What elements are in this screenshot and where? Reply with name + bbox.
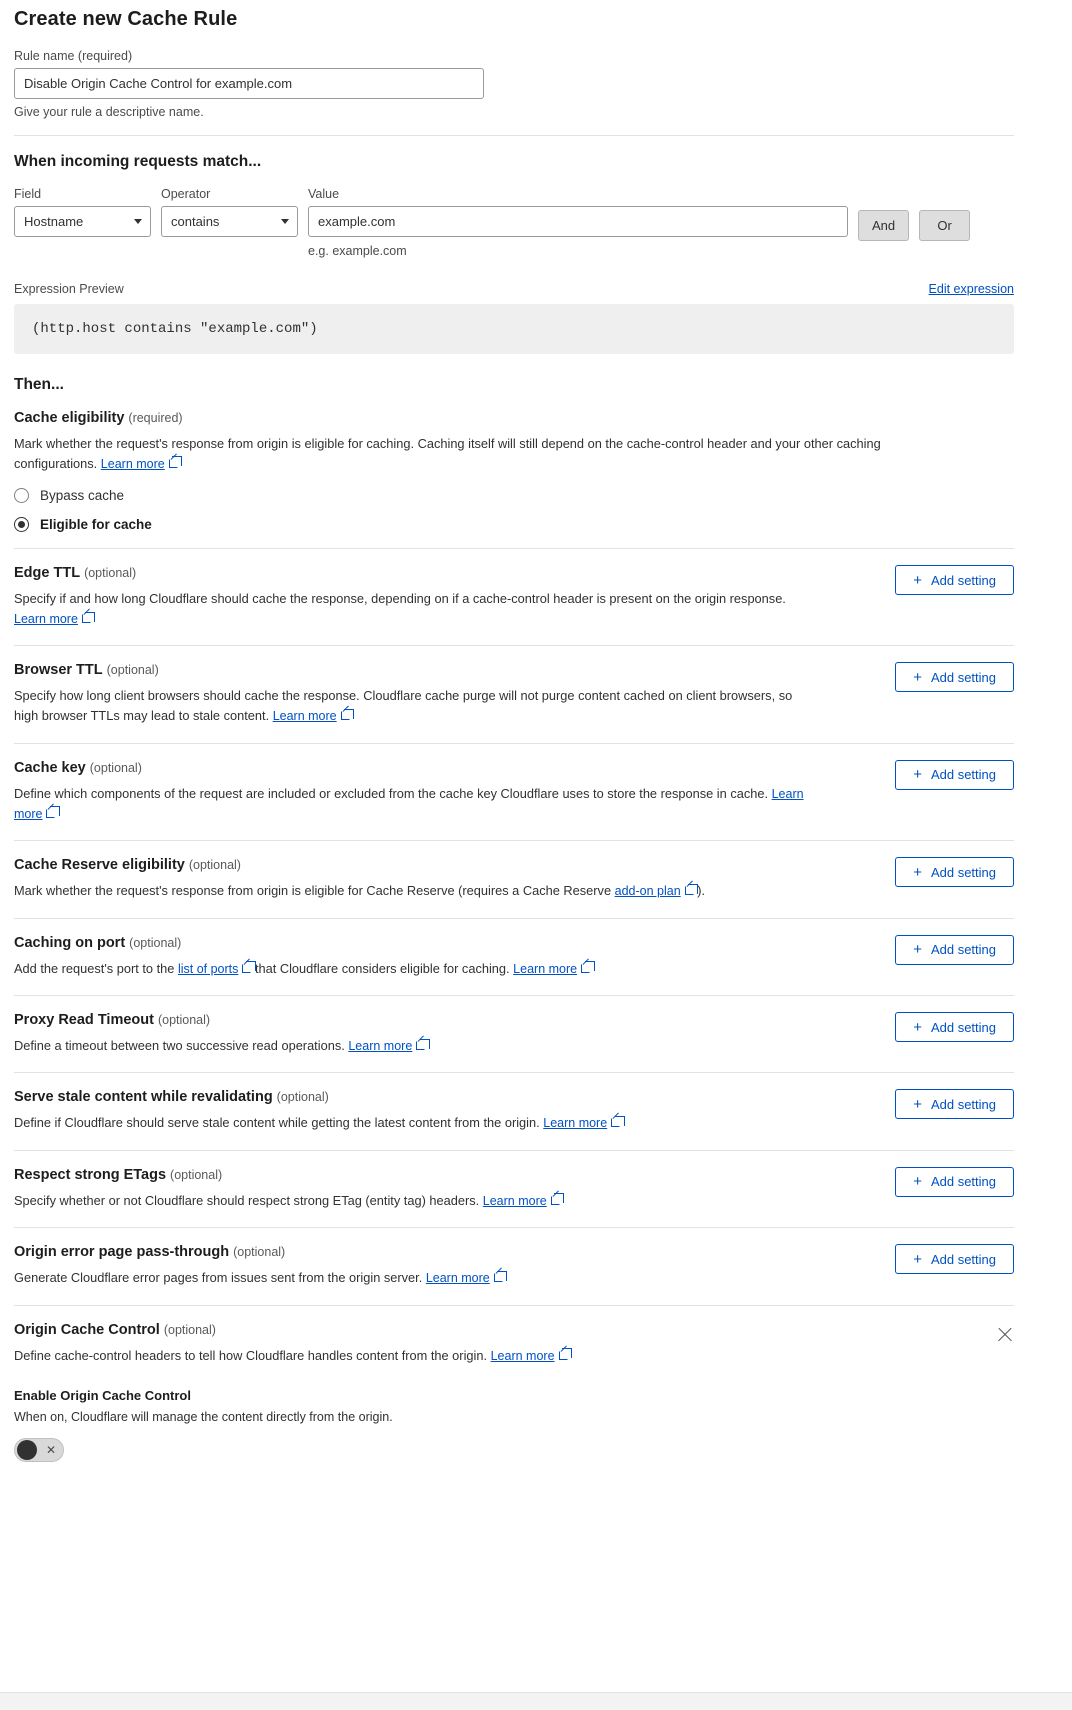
radio-label: Eligible for cache bbox=[40, 517, 152, 533]
cache-rule-form bbox=[0, 8, 1072, 1462]
chevron-down-icon bbox=[281, 219, 289, 224]
add-setting-label: Add setting bbox=[930, 864, 996, 880]
serve-stale-title: Serve stale content while revalidating (optional) bbox=[14, 1089, 329, 1106]
origin-error-page-description: Generate Cloudflare error pages from issues sent from the origin server. Learn more bbox=[14, 1268, 804, 1288]
cache-key-title: Cache key (optional) bbox=[14, 759, 142, 776]
value-input[interactable] bbox=[308, 206, 848, 237]
learn-more-link[interactable]: Learn more bbox=[543, 1116, 608, 1131]
respect-etags-title: Respect strong ETags (optional) bbox=[14, 1166, 223, 1183]
match-section-title: When incoming requests match... bbox=[14, 153, 262, 170]
expression-header bbox=[14, 282, 1014, 296]
proxy-read-timeout-title: Proxy Read Timeout (optional) bbox=[14, 1012, 211, 1029]
learn-more-link[interactable]: Learn more bbox=[348, 1039, 413, 1054]
learn-more-link[interactable]: Learn more bbox=[100, 456, 165, 471]
origin-cache-control-description: Define cache-control headers to tell how Cloudflare handles content from the origin. Learn more bbox=[14, 1346, 944, 1366]
page-title: Create new Cache Rule bbox=[14, 8, 238, 30]
plus-icon: + bbox=[913, 863, 922, 881]
radio-icon-selected[interactable] bbox=[14, 517, 29, 532]
rule-name-group bbox=[14, 49, 1014, 119]
setting-origin-cache-control bbox=[14, 1306, 1014, 1462]
add-setting-label: Add setting bbox=[930, 669, 996, 685]
or-button[interactable]: Or bbox=[919, 210, 970, 241]
cache-eligibility-desc-text: Mark whether the request's response from origin is eligible for caching. Caching itself will still depend on the cache-control header and your other caching configurations. bbox=[14, 436, 881, 471]
expression-preview-label: Expression Preview bbox=[14, 282, 124, 296]
respect-etags-description: Specify whether or not Cloudflare should respect strong ETag (entity tag) headers. Learn more bbox=[14, 1191, 804, 1211]
add-setting-label: Add setting bbox=[930, 1019, 996, 1035]
rule-name-label: Rule name (required) bbox=[14, 49, 133, 63]
chevron-down-icon bbox=[134, 219, 142, 224]
learn-more-link[interactable]: Learn more bbox=[14, 786, 804, 821]
field-select-wrap bbox=[14, 206, 151, 237]
add-setting-button[interactable] bbox=[895, 565, 1014, 595]
learn-more-link[interactable]: Learn more bbox=[272, 709, 337, 724]
setting-cache-key bbox=[14, 744, 1014, 825]
add-setting-label: Add setting bbox=[930, 767, 996, 783]
then-title: Then... bbox=[14, 376, 64, 393]
setting-edge-ttl bbox=[14, 549, 1014, 629]
setting-serve-stale-content bbox=[14, 1073, 1014, 1133]
rule-name-help: Give your rule a descriptive name. bbox=[14, 105, 204, 119]
learn-more-link[interactable]: Learn more bbox=[14, 612, 78, 627]
external-link-icon bbox=[82, 614, 91, 623]
plus-icon: + bbox=[913, 1250, 922, 1268]
setting-proxy-read-timeout bbox=[14, 996, 1014, 1056]
external-link-icon bbox=[559, 1351, 568, 1360]
setting-cache-eligibility bbox=[14, 394, 1014, 532]
field-select[interactable]: Hostname bbox=[14, 206, 151, 237]
divider bbox=[14, 135, 1014, 136]
caching-on-port-description: Add the request's port to the list of ports that Cloudflare considers eligible for caching. Learn more bbox=[14, 959, 804, 979]
enable-origin-cache-control-desc: When on, Cloudflare will manage the content directly from the origin. bbox=[14, 1409, 393, 1424]
operator-select[interactable]: contains bbox=[161, 206, 298, 237]
plus-icon: + bbox=[913, 668, 922, 686]
setting-origin-error-page-pass-through bbox=[14, 1228, 1014, 1288]
learn-more-link[interactable]: Learn more bbox=[482, 1193, 547, 1208]
logic-buttons bbox=[858, 187, 970, 241]
operator-select-wrap bbox=[161, 206, 298, 237]
learn-more-link[interactable]: Learn more bbox=[490, 1348, 555, 1363]
value-group bbox=[308, 187, 848, 258]
plus-icon: + bbox=[913, 571, 922, 589]
edge-ttl-description: Specify if and how long Cloudflare should cache the response, depending on if a cache-control header is present on the origin response. Learn more bbox=[14, 591, 786, 627]
plus-icon: + bbox=[913, 1018, 922, 1036]
plus-icon: + bbox=[913, 941, 922, 959]
browser-ttl-description: Specify how long client browsers should cache the response. Cloudflare cache purge will not purge content cached on client browsers, so high browser TTLs may lead to stale content. Learn more bbox=[14, 688, 793, 724]
setting-respect-strong-etags bbox=[14, 1151, 1014, 1211]
learn-more-link[interactable]: Learn more bbox=[425, 1271, 490, 1286]
value-label: Value bbox=[308, 187, 340, 201]
proxy-read-timeout-description: Define a timeout between two successive read operations. Learn more bbox=[14, 1036, 804, 1056]
serve-stale-description: Define if Cloudflare should serve stale content while getting the latest content from the origin. Learn more bbox=[14, 1113, 804, 1133]
external-link-icon bbox=[46, 809, 55, 818]
and-button[interactable]: And bbox=[858, 210, 909, 241]
expression-preview: (http.host contains "example.com") bbox=[14, 304, 1014, 354]
match-row bbox=[14, 187, 1014, 258]
cache-eligibility-title-text: Cache eligibility bbox=[14, 410, 125, 426]
external-link-icon bbox=[416, 1041, 425, 1050]
add-setting-label: Add setting bbox=[930, 1096, 996, 1112]
add-setting-label: Add setting bbox=[930, 1174, 996, 1190]
external-link-icon bbox=[551, 1196, 560, 1205]
close-icon[interactable] bbox=[996, 1326, 1014, 1344]
cache-reserve-description: Mark whether the request's response from origin is eligible for Cache Reserve (requires a Cache Reserve add-on plan ). bbox=[14, 883, 706, 899]
cache-key-description: Define which components of the request are included or excluded from the cache key Cloudflare uses to store the response in cache. Learn more bbox=[14, 785, 804, 821]
cache-eligibility-optional: (required) bbox=[128, 411, 183, 425]
field-label: Field bbox=[14, 187, 42, 201]
radio-icon[interactable] bbox=[14, 488, 29, 503]
external-link-icon bbox=[494, 1273, 503, 1282]
enable-origin-cache-control-toggle[interactable] bbox=[14, 1438, 64, 1462]
origin-cache-control-title: Origin Cache Control (optional) bbox=[14, 1321, 216, 1338]
radio-eligible-for-cache[interactable] bbox=[14, 517, 1014, 532]
setting-browser-ttl bbox=[14, 646, 1014, 726]
add-setting-button[interactable] bbox=[895, 1167, 1014, 1197]
plus-icon: + bbox=[913, 766, 922, 784]
external-link-icon bbox=[242, 964, 251, 973]
cache-eligibility-description bbox=[14, 434, 944, 474]
add-setting-label: Add setting bbox=[930, 1251, 996, 1267]
browser-ttl-title: Browser TTL (optional) bbox=[14, 662, 159, 679]
add-setting-label: Add setting bbox=[930, 942, 996, 958]
external-link-icon bbox=[341, 711, 350, 720]
plus-icon: + bbox=[913, 1173, 922, 1191]
toggle-knob bbox=[17, 1440, 37, 1460]
add-setting-label: Add setting bbox=[930, 572, 996, 588]
list-of-ports-link[interactable]: list of ports bbox=[177, 961, 239, 976]
add-setting-button[interactable] bbox=[895, 662, 1014, 692]
bottom-bar bbox=[0, 1692, 1072, 1710]
enable-origin-cache-control-label: Enable Origin Cache Control bbox=[14, 1387, 191, 1403]
toggle-off-icon: ✕ bbox=[45, 1442, 56, 1457]
edge-ttl-title: Edge TTL (optional) bbox=[14, 565, 137, 582]
operator-label: Operator bbox=[161, 187, 211, 201]
external-link-icon bbox=[169, 459, 178, 468]
add-setting-button[interactable] bbox=[895, 1012, 1014, 1042]
operator-group bbox=[161, 187, 298, 237]
field-group bbox=[14, 187, 151, 237]
add-setting-button[interactable] bbox=[895, 760, 1014, 790]
rule-name-input[interactable] bbox=[14, 68, 484, 99]
add-setting-button[interactable] bbox=[895, 935, 1014, 965]
external-link-icon bbox=[581, 964, 590, 973]
cache-eligibility-title bbox=[14, 410, 1014, 426]
origin-error-page-title: Origin error page pass-through (optional) bbox=[14, 1244, 286, 1261]
learn-more-link[interactable]: Learn more bbox=[513, 961, 578, 976]
radio-bypass-cache[interactable] bbox=[14, 488, 1014, 503]
add-setting-button[interactable] bbox=[895, 857, 1014, 887]
setting-caching-on-port bbox=[14, 919, 1014, 979]
external-link-icon bbox=[611, 1118, 620, 1127]
cache-reserve-title: Cache Reserve eligibility (optional) bbox=[14, 857, 241, 874]
radio-label: Bypass cache bbox=[40, 488, 125, 504]
add-setting-button[interactable] bbox=[895, 1089, 1014, 1119]
add-on-plan-link[interactable]: add-on plan bbox=[614, 884, 681, 899]
add-setting-button[interactable] bbox=[895, 1244, 1014, 1274]
external-link-icon bbox=[685, 886, 694, 895]
caching-on-port-title: Caching on port (optional) bbox=[14, 934, 182, 951]
value-hint: e.g. example.com bbox=[308, 244, 407, 258]
plus-icon: + bbox=[913, 1095, 922, 1113]
edit-expression-link[interactable]: Edit expression bbox=[928, 282, 1014, 296]
setting-cache-reserve-eligibility bbox=[14, 841, 1014, 901]
